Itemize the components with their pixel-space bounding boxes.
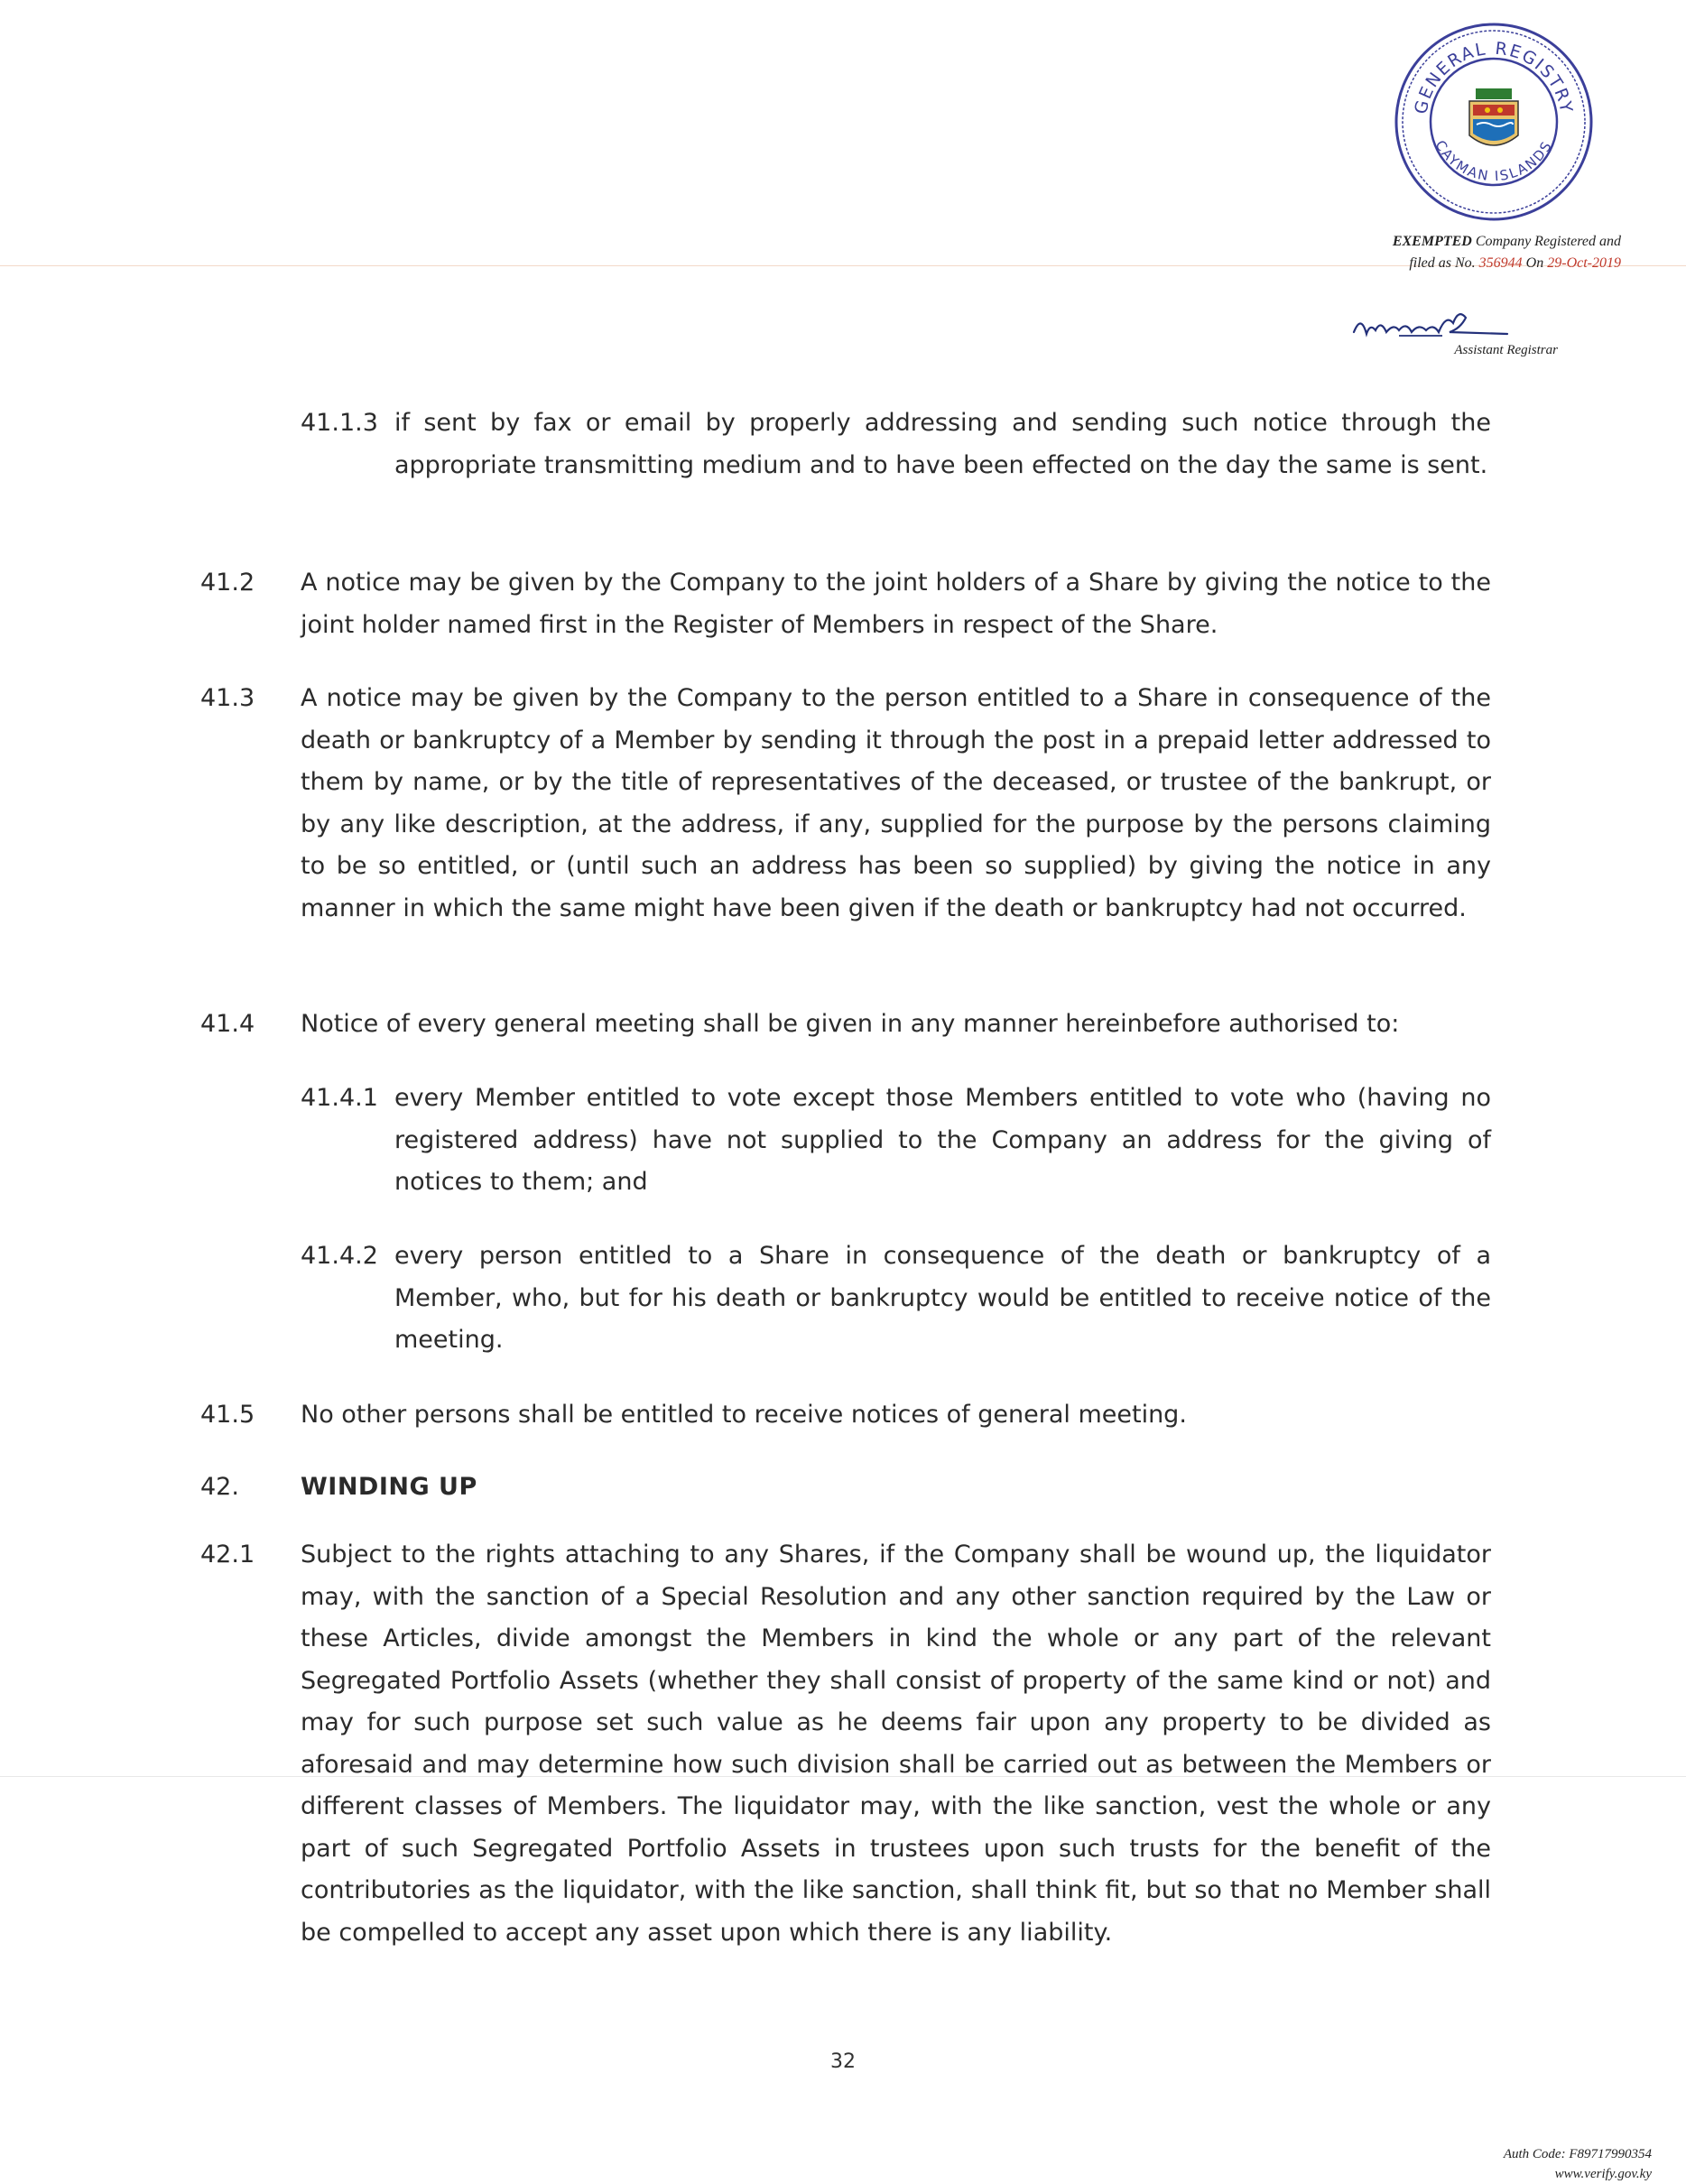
seal-text-bottom: CAYMAN ISLANDS [1431,137,1556,185]
general-registry-seal [1390,18,1598,226]
clause-number: 41.4.1 [301,1084,378,1112]
stamp-exempted: EXEMPTED [1392,234,1472,249]
clause-text: if sent by fax or email by properly addressing and sending such notice through the appropriate transmitting medium and to have been effected on the day the same is sent. [394,409,1491,479]
registrar-signature [1345,296,1525,350]
clause-number: 41.1.3 [301,409,378,437]
page-number: 32 [830,2050,856,2073]
auth-code: Auth Code: F89717990354 [1503,2147,1652,2161]
clause-text: every person entitled to a Share in consequence of the death or bankruptcy of a Member, who, but for his death or bankruptcy would be entitled to receive notice of the meeting. [394,1242,1491,1354]
stamp-number: 356944 [1478,255,1523,271]
auth-footer [1504,2144,1652,2184]
clause-41-5-text: No other persons shall be entitled to receive notices of general meeting. [301,1401,1187,1429]
stamp-line1: Company Registered and [1475,234,1621,249]
clause-41-2-text: A notice may be given by the Company to the joint holders of a Share by giving the notice to the joint holder named first in the Register of Members in respect of the Share. [301,569,1491,639]
coat-of-arms-icon [1469,88,1518,145]
clause-41-4-1 [301,1078,1491,1204]
seal-text-top: GENERAL REGISTRY [1411,38,1577,116]
assistant-registrar-label: Assistant Registrar [1454,343,1558,357]
clause-number-41-4: 41.4 [200,1010,255,1038]
stamp-on: On [1525,255,1544,271]
stamp-date: 29-Oct-2019 [1547,255,1621,271]
registration-stamp [1323,231,1621,274]
clause-number: 41.4.2 [301,1242,378,1270]
section-number-42: 42. [200,1473,239,1501]
stamp-filed-prefix: filed as No. [1409,255,1476,271]
clause-41-1-3 [301,403,1491,486]
verify-website: www.verify.gov.ky [1554,2167,1652,2181]
clause-41-4-2 [301,1235,1491,1362]
clause-42-1-text: Subject to the rights attaching to any Shares, if the Company shall be wound up, the liquidator may, with the sanction of a Special Resolution and any other sanction required by the Law or these Articles, divide amongst the Members in kind the whole or any part of the relevant Segregated Portfolio Assets (whether they shall consist of property of the same kind or not) and may for such purpose set such value as he deems fair upon any property to be divided as aforesaid and may determine how such division shall be carried out as between the Members or different classes of Members. The liquidator may, with the like sanction, vest the whole or any part of such Segregated Portfolio Assets in trustees upon such trusts for the benefit of the contributories as the liquidator, with the like sanction, shall think fit, but so that no Member shall be compelled to accept any asset upon which there is any liability. [301,1541,1491,1947]
clause-number-41-5: 41.5 [200,1401,255,1429]
clause-text: every Member entitled to vote except those Members entitled to vote who (having no registered address) have not supplied to the Company an address for the giving of notices to them; and [394,1084,1491,1196]
section-heading-winding-up: WINDING UP [301,1473,477,1501]
clause-number-41-3: 41.3 [200,684,255,712]
clause-41-4-text: Notice of every general meeting shall be given in any manner hereinbefore authorised to: [301,1010,1400,1038]
clause-number-42-1: 42.1 [200,1541,255,1569]
clause-41-3-text: A notice may be given by the Company to the person entitled to a Share in consequence of the death or bankruptcy of a Member by sending it through the post in a prepaid letter addressed to them by name, or by the title of representatives of the deceased, or trustee of the bankrupt, or by any like description, at the address, if any, supplied for the purpose by the persons claiming to be so entitled, or (until such an address has been so supplied) by giving the notice in any manner in which the same might have been given if the death or bankruptcy had not occurred. [301,684,1491,922]
clause-number-41-2: 41.2 [200,569,255,597]
